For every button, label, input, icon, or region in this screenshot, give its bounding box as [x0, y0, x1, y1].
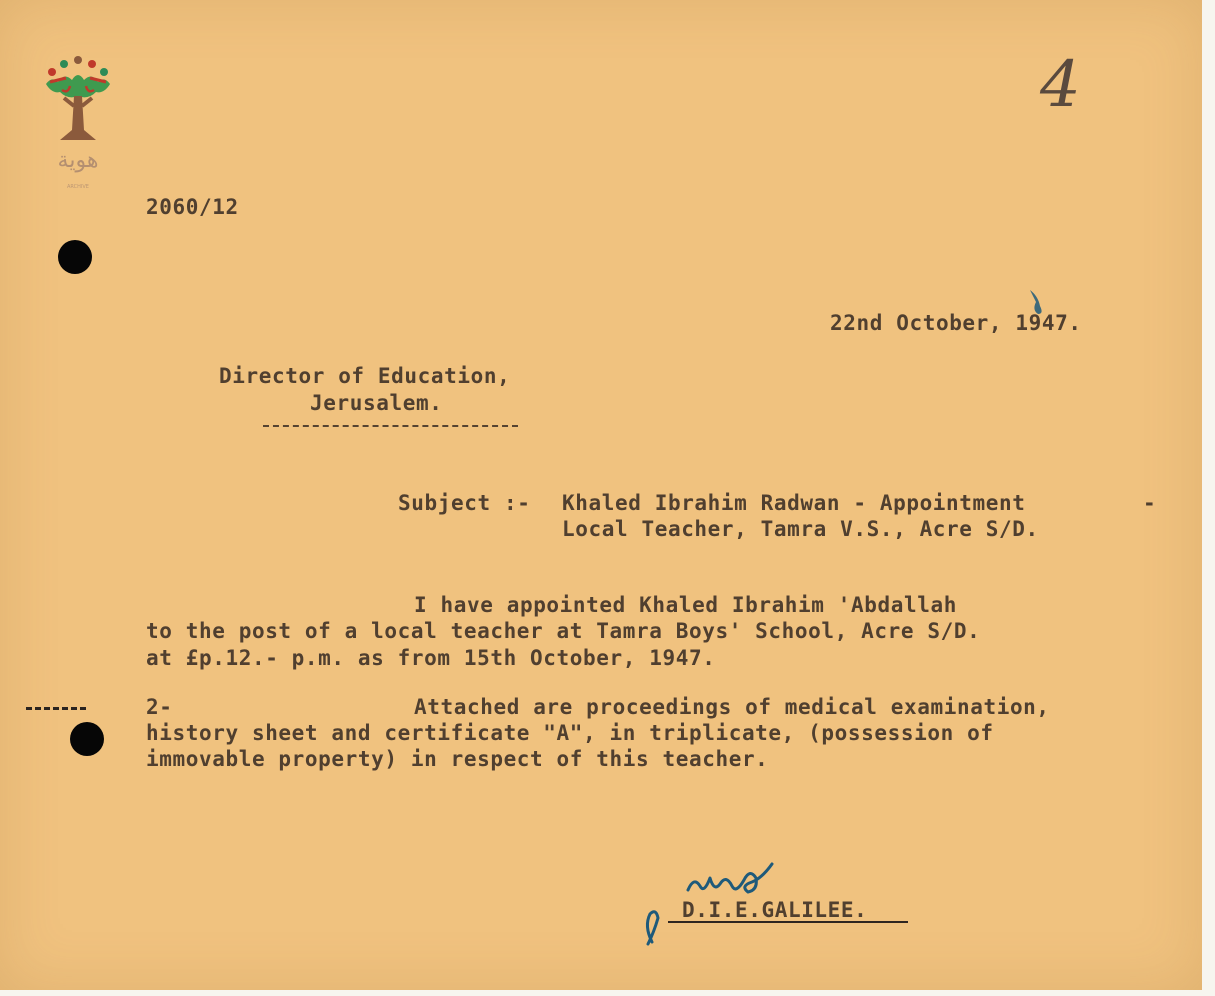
subject-line2: Local Teacher, Tamra V.S., Acre S/D. [562, 517, 1039, 541]
addressee-underline [263, 425, 518, 427]
paragraph2-line2: history sheet and certificate "A", in triplicate, (possession of [146, 721, 994, 745]
archive-logo-text: هوية [57, 148, 99, 173]
addressee-line2: Jerusalem. [310, 391, 443, 415]
paragraph2-line1: Attached are proceedings of medical examination, [414, 695, 1050, 719]
folio-number: 4 [1040, 48, 1081, 122]
subject-line1: Khaled Ibrahim Radwan - Appointment [562, 491, 1026, 515]
paragraph1-line1: I have appointed Khaled Ibrahim 'Abdallah [414, 593, 957, 617]
signature-underline [668, 921, 908, 923]
punch-hole-top [58, 240, 92, 274]
archive-logo-subtext: ARCHIVE [67, 184, 89, 190]
signatory-title: D.I.E.GALILEE. [682, 898, 868, 922]
file-reference: 2060/12 [146, 195, 239, 219]
paragraph2-number: 2- [146, 695, 173, 719]
scan-border-right [1202, 0, 1215, 996]
paragraph1-line3: at £p.12.- p.m. as from 15th October, 1947. [146, 646, 716, 670]
scan-border-bottom [0, 990, 1215, 996]
tree-people-logo-icon [38, 50, 118, 146]
archive-logo [38, 50, 118, 210]
paragraph2-line3: immovable property) in respect of this teacher. [146, 747, 769, 771]
ink-mark-icon [1026, 286, 1050, 316]
paragraph1-line2: to the post of a local teacher at Tamra Boys' School, Acre S/D. [146, 619, 981, 643]
subject-trailing-dash: - [1143, 491, 1157, 515]
addressee-line1: Director of Education, [219, 364, 511, 388]
letter-date: 22nd October, 1947. [830, 311, 1082, 335]
punch-hole-bottom [70, 722, 104, 756]
subject-label: Subject :- [398, 491, 531, 515]
margin-dash-mark [26, 707, 86, 710]
